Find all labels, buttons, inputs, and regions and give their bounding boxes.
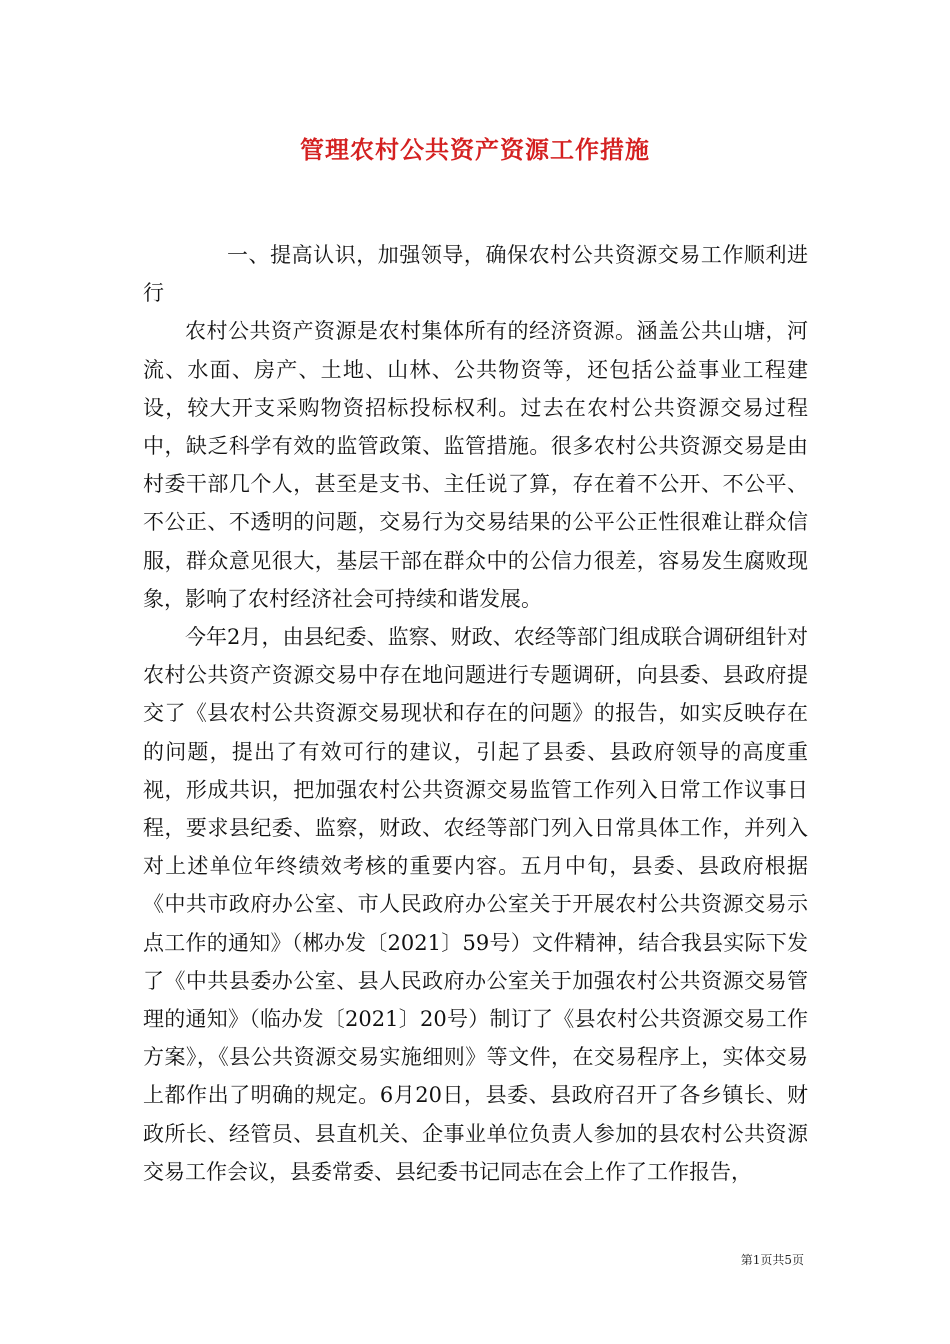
paragraph-1: 农村公共资产资源是农村集体所有的经济资源。涵盖公共山塘，河流、水面、房产、土地、山林、公共物资等，还包括公益事业工程建设，较大开支采购物资招标投标权利。过去在农村公共资源交易过程中，缺乏科学有效的监管政策、监管措施。很多农村公共资源交易是由村委干部几个人，甚至是支书、主任说了算，存在着不公开、不公平、不公正、不透明的问题，交易行为交易结果的公平公正性很难让群众信服，群众意见很大，基层干部在群众中的公信力很差，容易发生腐败现象，影响了农村经济社会可持续和谐发展。 bbox=[143, 319, 808, 611]
section-heading: 一、提高认识，加强领导，确保农村公共资源交易工作顺利进行 bbox=[143, 243, 808, 306]
document-body bbox=[143, 236, 808, 1191]
document-title: 管理农村公共资产资源工作措施 bbox=[300, 135, 650, 164]
page-indicator: 第1页共5页 bbox=[740, 1253, 804, 1267]
paragraph-2: 今年2月，由县纪委、监察、财政、农经等部门组成联合调研组针对农村公共资产资源交易中存在地问题进行专题调研，向县委、县政府提交了《县农村公共资源交易现状和存在的问题》的报告，如实反映存在的问题，提出了有效可行的建议，引起了县委、县政府领导的高度重视，形成共识，把加强农村公共资源交易监管工作列入日常工作议事日程，要求县纪委、监察，财政、农经等部门列入日常具体工作，并列入对上述单位年终绩效考核的重要内容。五月中旬，县委、县政府根据《中共市政府办公室、市人民政府办公室关于开展农村公共资源交易示点工作的通知》（郴办发〔2021〕59号）文件精神，结合我县实际下发了《中共县委办公室、县人民政府办公室关于加强农村公共资源交易管理的通知》（临办发〔2021〕20号）制订了《县农村公共资源交易工作方案》，《县公共资源交易实施细则》等文件，在交易程序上，实体交易上都作出了明确的规定。6月20日，县委、县政府召开了各乡镇长、财政所长、经管员、县直机关、企事业单位负责人参加的县农村公共资源交易工作会议，县委常委、县纪委书记同志在会上作了工作报告， bbox=[143, 625, 808, 1184]
